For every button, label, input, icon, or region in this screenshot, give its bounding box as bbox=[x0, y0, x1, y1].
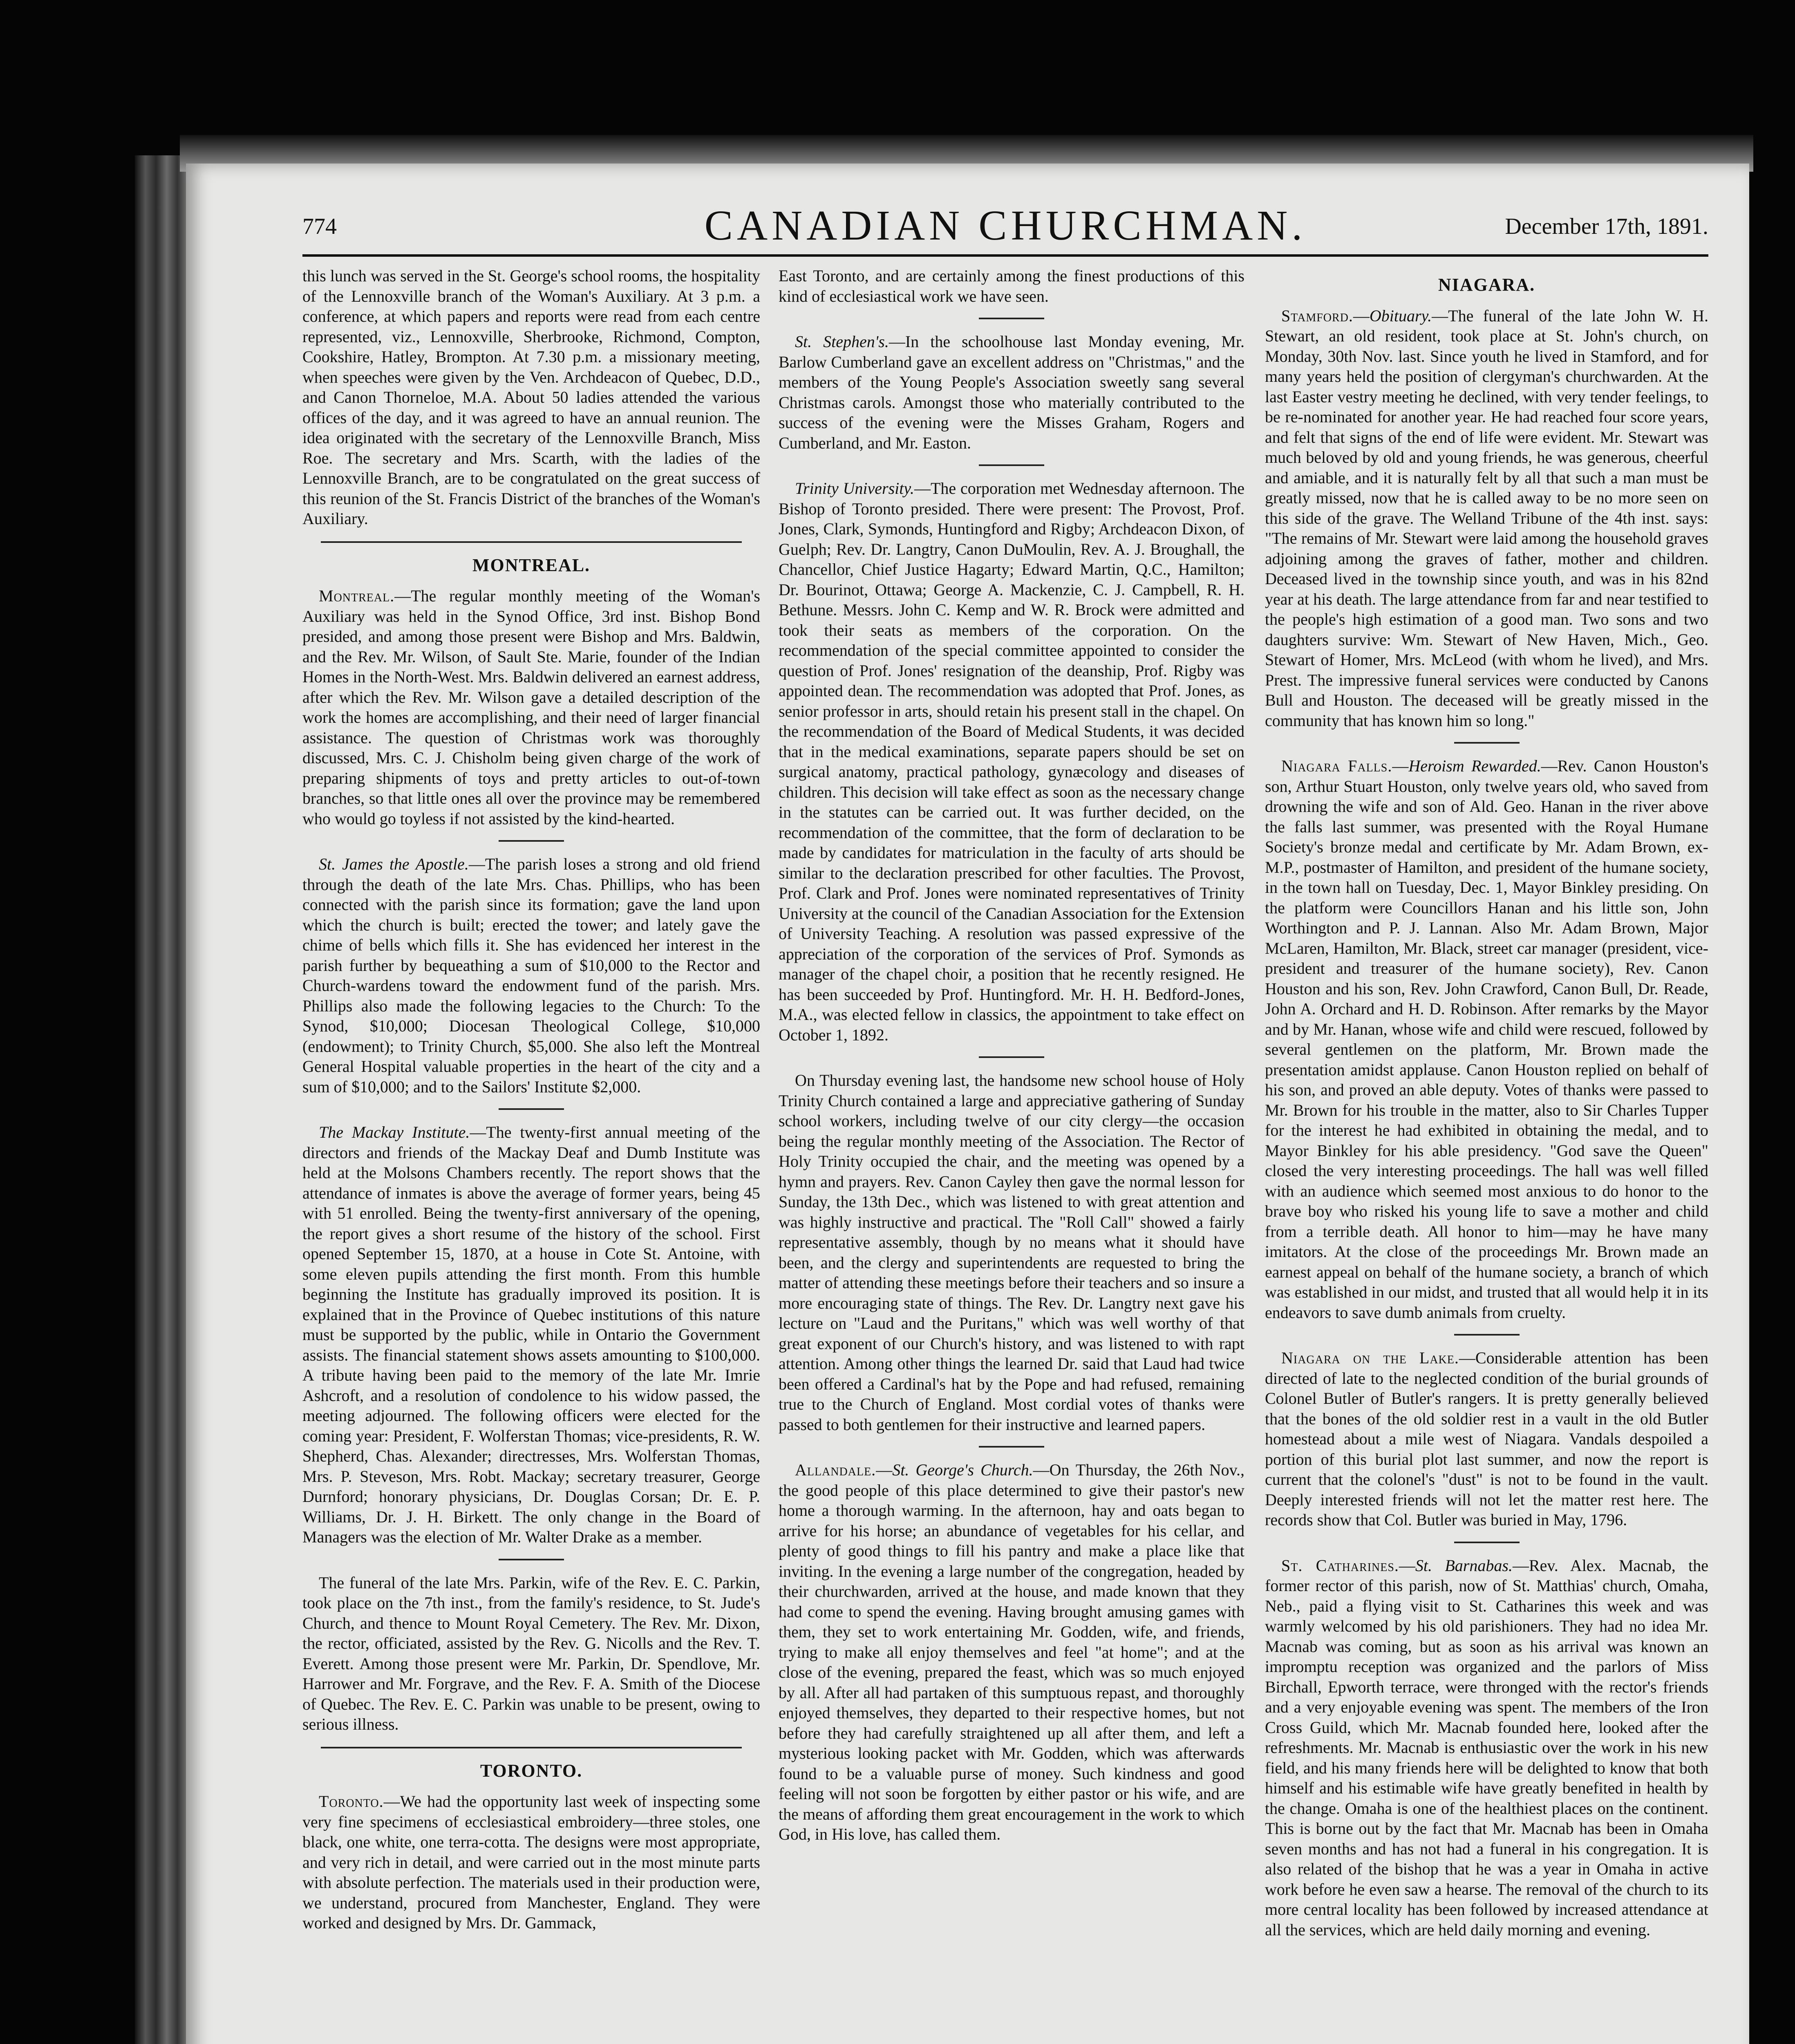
article-subhead: St. James the Apostle. bbox=[319, 855, 469, 873]
article-body: —On Thursday, the 26th Nov., the good people of this place determined to give their pastor's new home a thorough warming. In the afternoon, hay and oats began to arrive for his horse; an abundance of vegetables for his cellar, and plenty of good things to fill his pantry and make a place like that inviting. In the evening a large number of the congregation, headed by their churchwarden, arrived at the house, and made known that they had come to spend the evening. Having brought amusing games with them, they set to work entertaining Mr. Godden, wife, and friends, trying to make all enjoy themselves and feel "at home"; and at the close of the evening, prepared the feast, which was so much enjoyed by all. After all had partaken of this sumptuous repast, and thoroughly enjoyed themselves, they departed to their respective homes, but not before they had carefully straightened up all after them, and left a mysterious looking packet with Mr. Godden, which was afterwards found to be a valuable purse of money. Such kindness and good feeling will not soon be forgotten by either pastor or his wife, and are the means of affording them great encouragement in the work to which God, in His love, has called them. bbox=[779, 1461, 1244, 1843]
article-divider bbox=[979, 1056, 1044, 1058]
article-parkin-funeral: The funeral of the late Mrs. Parkin, wife of the Rev. E. C. Parkin, took place on the 7th inst., from the family's residence, to St. Jude's Church, and thence to Mount Royal Cemetery. The Rev. Mr. Dixon, the rector, officiated, assisted by the Rev. G. Nicolls and the Rev. T. Everett. Among those present were Mr. Parkin, Dr. Spendlove, Mr. Harrower and Mr. Forgrave, and the Rev. F. A. Smith of the Diocese of Quebec. The Rev. E. C. Parkin was unable to be present, owing to serious illness. bbox=[302, 1573, 760, 1733]
article-body: —The twenty-first annual meeting of the directors and friends of the Mackay Deaf and Dumb Institute was held at the Molsons Chambers recently. The report shows that the attendance of inmates is above the average of former years, being 45 with 51 enrolled. Being the twenty-first anniversary of the opening, the report gives a short resume of the history of the school. First opened September 15, 1870, at a house in Cote St. Antoine, with some eleven pupils attending the first month. From this humble beginning the Institute has gradually improved its position. It is explained that in the Province of Quebec institutions of this nature must be supported by the public, while in Ontario the Government assists. The financial statement shows assets amounting to $100,000. A tribute having been paid to the memory of the late Mr. Imrie Ashcroft, and a resolution of condolence to his widow passed, the meeting adjourned. The following officers were elected for the coming year: President, F. Wolferstan Thomas; vice-presidents, R. W. Shepherd, Chas. Alexander; directresses, Mrs. Wolferstan Thomas, Mrs. P. Steveson, Mrs. Robt. Mackay; secretary treasurer, George Durnford; honorary physicians, Dr. Douglas Corsan; Dr. E. P. Williams, Dr. J. H. Birkett. The only change in the Board of Managers was the election of Mr. Walter Drake as a member. bbox=[302, 1123, 760, 1546]
section-heading-montreal: MONTREAL. bbox=[472, 555, 591, 575]
article-body: —The regular monthly meeting of the Woman's Auxiliary was held in the Synod Office, 3rd inst. Bishop Bond presided, and among those present were Bishop and Mrs. Baldwin, and the Rev. Mr. Wilson, of Sault Ste. Marie, founder of the Indian Homes in the North-West. Mrs. Baldwin delivered an earnest address, after which the Rev. Mr. Wilson gave a detailed description of the work the homes are accomplishing, and their need of larger financial assistance. The question of Christmas work was thoroughly discussed, Mrs. C. J. Chisholm being given charge of the work of preparing shipments of toys and pretty articles to out-of-town branches, so that little ones all over the province may be remembered who would go toyless if not assisted by the kind-hearted. bbox=[302, 587, 760, 828]
dateline: Toronto. bbox=[319, 1792, 384, 1811]
section-heading-niagara: NIAGARA. bbox=[1438, 275, 1535, 295]
dateline: Niagara on the Lake. bbox=[1281, 1349, 1459, 1367]
article-body: —Rev. Alex. Macnab, the former rector of this parish, now of St. Matthias' church, Omaha, Neb., paid a flying visit to St. Catharines this week and was warmly welcomed by his old parishioners. They had no idea Mr. Macnab was coming, but as soon as his arrival was known an impromptu reception was organized and the parlors of Miss Birchall, Epworth terrace, were thronged with the rector's friends and a very enjoyable evening was spent. The members of the Iron Cross Guild, which Mr. Macnab founded here, looked after the refreshments. Mr. Macnab is enthusiastic over the work in his new field, and his many friends here will be delighted to know that both himself and his estimable wife have greatly benefited in health by the change. Omaha is one of the healthiest places on the continent. This is borne out by the fact that Mr. Macnab has been in Omaha seven months and has not had a funeral in his congregation. It is also related of the bishop that he was a year in Omaha in active work before he even saw a hearse. The removal of the church to its more central locality has been followed by increased attendance at all the services, which are held daily morning and evening. bbox=[1265, 1556, 1708, 1939]
article-st-catharines: St. Catharines.—St. Barnabas.—Rev. Alex. Macnab, the former rector of this parish, now of St. Matthias' church, Omaha, Neb., paid a flying visit to St. Catharines this week and was warmly welcomed by his old parishioners. They had no idea Mr. Macnab was coming, but as soon as his arrival was known an impromptu reception was organized and the parlors of Miss Birchall, Epworth terrace, were thronged with the rector's friends and a very enjoyable evening was spent. The members of the Iron Cross Guild, which Mr. Macnab founded here, looked after the refreshments. Mr. Macnab is enthusiastic over the work in his new field, and his many friends here will be delighted to know that both himself and his estimable wife have greatly benefited in health by the change. Omaha is one of the healthiest places on the continent. This is borne out by the fact that Mr. Macnab has been in Omaha seven months and has not had a funeral in his congregation. It is also related of the bishop that he was a year in Omaha in active work before he even saw a hearse. The removal of the church to its more central locality has been followed by increased attendance at all the services, which are held daily morning and evening. bbox=[1265, 1556, 1708, 1939]
article-st-james bbox=[302, 854, 760, 1097]
article-niagara-on-the-lake bbox=[1265, 1348, 1708, 1530]
article-divider bbox=[979, 318, 1044, 319]
issue-date: December 17th, 1891. bbox=[1505, 214, 1708, 239]
article-embroidery-cont: East Toronto, and are certainly among the finest productions of this kind of ecclesiastical work we have seen. bbox=[779, 267, 1244, 305]
article-subhead: Trinity University. bbox=[795, 479, 914, 498]
book-page-edges bbox=[135, 155, 188, 2044]
article-divider bbox=[499, 1108, 564, 1110]
article-montreal-auxiliary bbox=[302, 586, 760, 829]
article-niagara-falls: Niagara Falls.—Heroism Rewarded.—Rev. Canon Houston's son, Arthur Stuart Houston, only twelve years old, who saved from drowning the wife and son of Ald. Geo. Hanan in the river above the falls last summer, was presented with the Royal Humane Society's bronze medal and certificate by Mr. Adam Brown, ex-M.P., postmaster of Hamilton, and president of the humane society, in the town hall on Tuesday, Dec. 1, Mayor Binkley presiding. On the platform were Councillors Hanan and his little son, John Worthington and P. J. Lannan. Also Mr. Adam Brown, Major McLaren, Hamilton, Mr. Black, street car manager (president, vice-president and treasurer of the humane society), Rev. Canon Houston and his son, Rev. John Crawford, Canon Bull, Dr. Reade, John A. Orchard and H. D. Robinson. After remarks by the Mayor and by Mr. Hanan, whose wife and child were rescued, followed by several gentlemen on the platform, Mr. Brown made the presentation amidst applause. Canon Houston replied on behalf of his son, and proved an able deputy. Votes of thanks were passed to Mr. Brown for his trouble in the matter, also to Sir Charles Tupper for the interest he had exhibited in obtaining the medal, and to Mayor Binkley for his able presidency. "God save the Queen" closed the very interesting proceedings. The hall was well filled with an audience which seemed most anxious to do honor to the brave boy who risked his young life to save a mother and child from a terrible death. All honor to him—may he have many imitators. At the close of the proceedings Mr. Brown made an earnest appeal on behalf of the humane society, a branch of which was established in our midst, and trusted that all would help it in its endeavors to save dumb animals from cruelty. bbox=[1265, 757, 1708, 1322]
article-holy-trinity: On Thursday evening last, the handsome new school house of Holy Trinity Church contained a large and appreciative gathering of Sunday school workers, including twelve of our city clergy—the occasion being the regular monthly meeting of the Association. The Rector of Holy Trinity occupied the chair, and the meeting was opened by a hymn and prayers. Rev. Canon Cayley then gave the normal lesson for Sunday, the 13th Dec., which was listened to with great attention and was highly instructive and practical. The "Roll Call" showed a fairly representative assembly, though by no means what it should have been, and the clergy and superintendents are requested to bring the matter of attending these meetings before their teachers and so insure a more encouraging state of things. The Rev. Dr. Langtry next gave his lecture on "Laud and the Puritans," which was well worthy of that great exponent of our Church's history, and was listened to with rapt attention. Among other things the learned Dr. said that Laud had twice been offered a Cardinal's hat by the Pope and had refused, remaining true to the Church of England. Most cordial votes of thanks were passed to both gentlemen for their instructive and learned papers. bbox=[779, 1071, 1244, 1434]
dateline: Niagara Falls. bbox=[1281, 757, 1392, 775]
article-body: —The parish loses a strong and old friend through the death of the late Mrs. Chas. Phillips, who has been connected with the parish since its formation; gave the land upon which the church is built; erected the tower; and lately gave the chime of bells which fills it. She has evidenced her interest in the parish further by bequeathing a sum of $10,000 to the Rector and Church-wardens toward the endowment fund of the parish. Mrs. Phillips also made the following legacies to the Church: To the Synod, $10,000; Diocesan Theological College, $10,000 (endowment); to Trinity Church, $5,000. She also left the Montreal General Hospital valuable properties in the heart of the city and a sum of $10,000; and to the Sailors' Institute $2,000. bbox=[302, 855, 760, 1096]
article-subhead: St. Barnabas. bbox=[1415, 1556, 1513, 1575]
article-toronto-embroidery bbox=[302, 1791, 760, 1933]
article-body: —We had the opportunity last week of inspecting some very fine specimens of ecclesiastical embroidery—three stoles, one black, one white, one terra-cotta. The designs were most appropriate, and very rich in detail, and were carried out in the most minute parts with absolute perfection. The materials used in their production were, we understand, procured from Manchester, England. They were worked and designed by Mrs. Dr. Gammack, bbox=[302, 1792, 760, 1932]
article-lennoxville-cont: this lunch was served in the St. George's school rooms, the hospitality of the Lennoxville branch of the Woman's Auxiliary. At 3 p.m. a conference, at which papers and reports were read from each centre represented, viz., Lennoxville, Sherbrooke, Richmond, Compton, Cookshire, Hatley, Brompton. At 7.30 p.m. a missionary meeting, when speeches were given by the Ven. Archdeacon of Quebec, D.D., and Canon Thorneloe, M.A. About 50 ladies attended the various offices of the day, and it was agreed to have an annual reunion. The idea originated with the secretary of the Lennoxville Branch, Miss Roe. The secretary and Mrs. Scarth, with the ladies of the Lennoxville Branch, are to be congratulated on the great success of this reunion of the St. Francis District of the branches of the Woman's Auxiliary. bbox=[302, 267, 760, 528]
article-divider bbox=[979, 1446, 1044, 1448]
article-mackay-institute bbox=[302, 1122, 760, 1547]
article-body: —The funeral of the late John W. H. Stewart, an old resident, took place at St. John's church, on Monday, 30th Nov. last. Since youth he lived in Stamford, and for many years held the position of clergyman's churchwarden. At the last Easter vestry meeting he declined, with very tender feelings, to be re-nominated for another year. He had reached four score years, and felt that signs of the end of life were evident. Mr. Stewart was much beloved by old and young friends, he was generous, cheerful and amiable, and it is naturally felt by all that such a man must be greatly missed, now that he is called away to be no more seen on this side of the grave. The Welland Tribune of the 4th inst. says: "The remains of Mr. Stewart were laid among the household graves adjoining among the graves of father, mother and children. Deceased lived in the township since youth, and was in his 82nd year at his death. The large attendance from far and near testified to the people's high estimation of a good man. Two sons and two daughters survive: Wm. Stewart of New Haven, Mich., Geo. Stewart of Homer, Mrs. McLeod (with whom he lived), and Mrs. Prest. The impressive funeral services were conducted by Canons Bull and Houston. The deceased will be greatly missed in the community that has known him so long." bbox=[1265, 306, 1708, 730]
article-subhead: St. Stephen's. bbox=[795, 332, 889, 351]
article-divider bbox=[1454, 742, 1520, 744]
section-heading-toronto: TORONTO. bbox=[480, 1760, 583, 1781]
section-divider bbox=[321, 541, 742, 543]
article-divider bbox=[499, 1559, 564, 1560]
dateline: Stamford. bbox=[1281, 306, 1353, 325]
article-body: —Considerable attention has been directed of late to the neglected condition of the burial grounds of Colonel Butler of Butler's rangers. It is pretty generally believed that the bones of the old soldier rest in a vault in the old Butler homestead about a mile west of Niagara. Vandals despoiled a portion of this burial plot last summer, and now the report is current that the colonel's "dust" is not to be found in the vault. Deeply interested friends will not let the matter rest here. The records show that Col. Butler was buried in May, 1796. bbox=[1265, 1349, 1708, 1529]
article-body: —In the schoolhouse last Monday evening, Mr. Barlow Cumberland gave an excellent address on "Christmas," and the members of the Young People's Association sweetly sang several Christmas carols. Amongst those who materially contributed to the success of the evening were the Misses Graham, Rogers and Cumberland, and Mr. Easton. bbox=[779, 332, 1244, 452]
column-1 bbox=[302, 266, 760, 2044]
page-number: 774 bbox=[302, 214, 337, 239]
dateline: Montreal. bbox=[319, 587, 395, 605]
section-divider bbox=[321, 1747, 742, 1748]
article-allandale: Allandale.—St. George's Church.—On Thursday, the 26th Nov., the good people of this place determined to give their pastor's new home a thorough warming. In the afternoon, hay and oats began to arrive for his horse; an abundance of vegetables for his cellar, and plenty of good things to fill his pantry and make a place like that inviting. In the evening a large number of the congregation, headed by their churchwarden, arrived at the house, and made known that they had come to spend the evening. Having brought amusing games with them, they set to work entertaining Mr. Godden, wife, and friends, trying to make all enjoy themselves and feel "at home"; and at the close of the evening, prepared the feast, which was so much enjoyed by all. After all had partaken of this sumptuous repast, and thoroughly enjoyed themselves, they departed to their respective homes, but not before they had carefully straightened up all after them, and left a mysterious looking packet with Mr. Godden, which was afterwards found to be a valuable purse of money. Such kindness and good feeling will not soon be forgotten by either pastor or his wife, and are the means of affording them great encouragement in the work to which God, in His love, has called them. bbox=[779, 1461, 1244, 1843]
newspaper-page bbox=[186, 164, 1749, 2044]
article-divider bbox=[979, 464, 1044, 466]
article-subhead: The Mackay Institute. bbox=[319, 1123, 470, 1141]
article-divider bbox=[1454, 1334, 1520, 1336]
article-subhead: St. George's Church. bbox=[892, 1461, 1033, 1479]
article-subhead: Obituary. bbox=[1369, 306, 1432, 325]
dateline: St. Catharines. bbox=[1281, 1556, 1399, 1575]
dateline: Allandale. bbox=[795, 1461, 876, 1479]
article-subhead: Heroism Rewarded. bbox=[1408, 757, 1541, 775]
article-body: —Rev. Canon Houston's son, Arthur Stuart Houston, only twelve years old, who saved from drowning the wife and son of Ald. Geo. Hanan in the river above the falls last summer, was presented with the Royal Humane Society's bronze medal and certificate by Mr. Adam Brown, ex-M.P., postmaster of Hamilton, and president of the humane society, in the town hall on Tuesday, Dec. 1, Mayor Binkley presiding. On the platform were Councillors Hanan and his little son, John Worthington and P. J. Lannan. Also Mr. Adam Brown, Major McLaren, Hamilton, Mr. Black, street car manager (president, vice-president and treasurer of the humane society), Rev. Canon Houston and his son, Rev. John Crawford, Canon Bull, Dr. Reade, John A. Orchard and H. D. Robinson. After remarks by the Mayor and by Mr. Hanan, whose wife and child were rescued, followed by several gentlemen on the platform, Mr. Brown made the presentation amidst applause. Canon Houston replied on behalf of his son, and proved an able deputy. Votes of thanks were passed to Mr. Brown for his trouble in the matter, also to Sir Charles Tupper for the interest he had exhibited in obtaining the medal, and to Mayor Binkley for his able presidency. "God save the Queen" closed the very interesting proceedings. The hall was well filled with an audience which seemed most anxious to do honor to the brave boy who risked his young life to save a mother and child from a terrible death. All honor to him—may he have many imitators. At the close of the proceedings Mr. Brown made an earnest appeal on behalf of the humane society, a branch of which was established in our midst, and trusted that all would help it in its endeavors to save dumb animals from cruelty. bbox=[1265, 757, 1708, 1322]
header-rule bbox=[302, 254, 1708, 257]
page-header bbox=[302, 201, 1708, 250]
article-divider bbox=[499, 840, 564, 842]
column-2 bbox=[779, 266, 1244, 2044]
article-body: —The corporation met Wednesday afternoon. The Bishop of Toronto presided. There were present: The Provost, Prof. Jones, Clark, Symonds, Huntingford and Rigby; Archdeacon Dixon, of Guelph; Rev. Dr. Langtry, Canon DuMoulin, Rev. A. J. Broughall, the Chancellor, Chief Justice Hagarty; Edward Martin, Q.C., Hamilton; Dr. Bourinot, Ottawa; George A. Mackenzie, C. J. Campbell, R. H. Bethune. Messrs. John C. Kemp and W. R. Brock were admitted and took their seats as members of the corporation. On the recommendation of the special committee appointed to consider the question of Prof. Jones' resignation of the deanship, Prof. Rigby was appointed dean. The recommendation was adopted that Prof. Jones, as senior professor in arts, should retain his present stall in the chapel. On the recommendation of the Board of Medical Students, it was decided that in the medical examinations, separate papers should be set on surgical anatomy, practical pathology, gynæcology and diseases of children. This decision will take effect as soon as the necessary change in the statutes can be carried out. It was further decided, on the recommendation of the committee, that the form of declaration to be made by candidates for matriculation in the faculty of arts should be similar to the declaration prescribed for other faculties. The Provost, Prof. Clark and Prof. Jones were nominated representatives of Trinity University at the council of the Canadian Association for the Extension of University Teaching. A resolution was passed expressive of the appreciation of the corporation of the services of Prof. Symonds as manager of the chapel choir, a position that he recently resigned. He has been succeeded by Prof. Huntingford. Mr. H. H. Bedford-Jones, M.A., was elected fellow in classics, the appointment to take effect on October 1, 1892. bbox=[779, 479, 1244, 1044]
masthead-title: CANADIAN CHURCHMAN. bbox=[704, 202, 1307, 249]
article-st-stephens bbox=[779, 332, 1244, 453]
article-trinity-university bbox=[779, 478, 1244, 1045]
article-stamford-obituary: Stamford.—Obituary.—The funeral of the late John W. H. Stewart, an old resident, took place at St. John's church, on Monday, 30th Nov. last. Since youth he lived in Stamford, and for many years held the position of clergyman's churchwarden. At the last Easter vestry meeting he declined, with very tender feelings, to be re-nominated for another year. He had reached four score years, and felt that signs of the end of life were evident. Mr. Stewart was much beloved by old and young friends, he was generous, cheerful and amiable, and it is naturally felt by all that such a man must be greatly missed, now that he is called away to be no more seen on this side of the grave. The Welland Tribune of the 4th inst. says: "The remains of Mr. Stewart were laid among the household graves adjoining among the graves of father, mother and children. Deceased lived in the township since youth, and was in his 82nd year at his death. The large attendance from far and near testified to the people's high estimation of a good man. Two sons and two daughters survive: Wm. Stewart of New Haven, Mich., Geo. Stewart of Homer, Mrs. McLeod (with whom he lived), and Mrs. Prest. The impressive funeral services were conducted by Canons Bull and Houston. The deceased will be greatly missed in the community that has known him so long." bbox=[1265, 306, 1708, 730]
column-3 bbox=[1265, 266, 1708, 2044]
article-divider bbox=[1454, 1542, 1520, 1543]
